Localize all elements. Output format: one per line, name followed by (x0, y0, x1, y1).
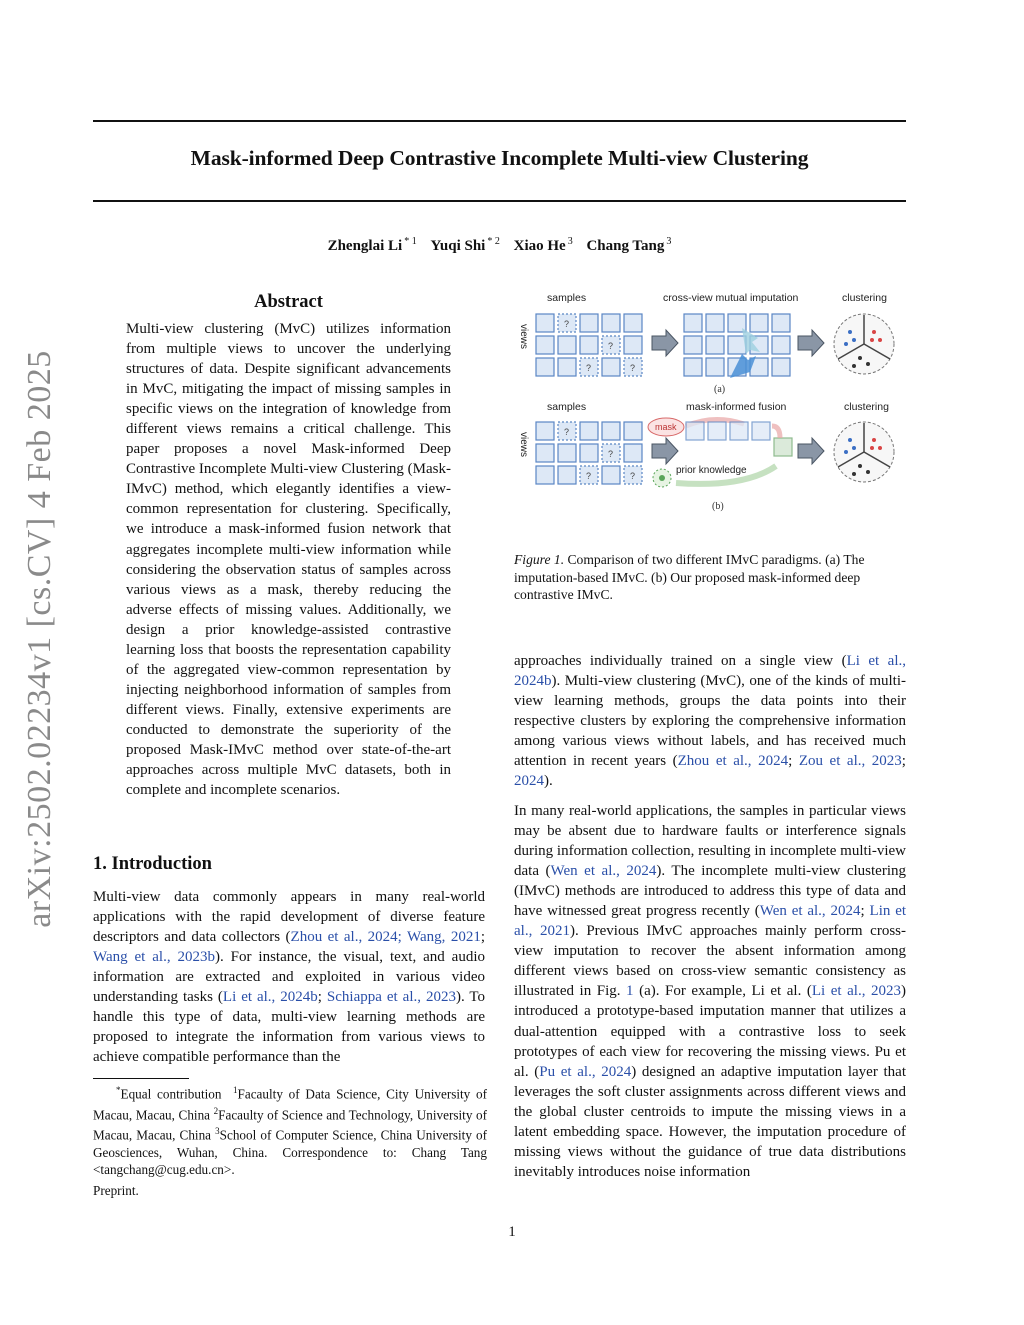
citation-link[interactable]: Zhou et al., 2024; Wang, 2021 (290, 929, 481, 946)
missing-mark: ? (586, 363, 592, 373)
missing-mark: ? (586, 471, 592, 481)
figure-imvc-paradigms (514, 288, 906, 520)
arrow-right-icon (652, 330, 678, 356)
prior-knowledge-label: prior knowledge (676, 465, 747, 476)
views-label: views (518, 324, 529, 350)
section-heading-introduction: 1. Introduction (93, 854, 212, 874)
body-paragraph: approaches individually trained on a single view (Li et al., 2024b). Multi-view clustering (MvC), one of the kinds of multi-view learning methods, groups the data points into their respective clusters by exploring the comprehensive information among various views without labels, and has received much attention in recent years (Zhou et al., 2024; Zou et al., 2023; 2024). (514, 653, 906, 790)
missing-mark: ? (564, 319, 570, 329)
figure-ref-link[interactable]: 1 (626, 983, 634, 1000)
panel-b (518, 401, 894, 512)
arrow-right-icon (798, 438, 824, 464)
body-paragraph: In many real-world applications, the samples in particular views may be absent due to hardware faults or interference signals during information collection, resulting in incomplete multi-view data (Wen et al., 2024). The incomplete multi-view clustering (IMvC) methods are introduced to address this type of data and have witnessed great progress recently (Wen et al., 2024; Lin et al., 2021). Previous IMvC approaches mainly perform cross-view imputation to recover the absent information among different views based on cross-view semantic consistency as illustrated in Fig. 1 (a). For example, Li et al. (Li et al., 2023) introduced a prototype-based imputation manner that utilizes a dual-attention equipped with a contrastive loss to seek prototypes of each view for recovering the missing views. Pu et al. (Pu et al., 2024) designed an adaptive imputation layer that leverages the soft cluster assignments across different views and the global cluster centroids to impute the missing views in a latent embedding space. However, the imputation procedure of missing views without the guidance of true data distributions inevitably introduces noise information (514, 803, 907, 1180)
author: Zhenglai Li $^{* 1}$ (327, 236, 417, 254)
figure-label: Figure 1. (514, 552, 565, 567)
fusion-label: mask-informed fusion (686, 401, 787, 413)
title-rule-top (93, 120, 906, 122)
mask-cloud (648, 418, 684, 436)
paper-title: Mask-informed Deep Contrastive Incomplete Multi-view Clustering (190, 146, 809, 170)
panel-a (518, 292, 894, 395)
citation-link[interactable]: Zou et al., 2023 (798, 753, 902, 770)
citation-link[interactable]: Lin et al., 2021 (514, 903, 907, 940)
missing-mark: ? (564, 427, 570, 437)
figure-caption: Figure 1. Comparison of two different IMvC paradigms. (a) The imputation-based IMvC. (b) Our proposed mask-informed deep contrastive IMvC. (514, 552, 865, 603)
imputation-label: cross-view mutual imputation (663, 292, 799, 304)
author: Xiao He $^3$ (513, 236, 573, 254)
missing-mark: ? (630, 471, 636, 481)
clustering-label: clustering (844, 401, 889, 413)
arxiv-stamp: arXiv:2502.02234v1 [cs.CV] 4 Feb 2025 (21, 350, 58, 928)
author: Yuqi Shi $^{* 2}$ (430, 236, 500, 254)
citation-link[interactable]: 2024 (514, 773, 544, 790)
abstract-heading: Abstract (254, 292, 323, 312)
missing-mark: ? (630, 363, 636, 373)
arrow-right-icon (652, 438, 678, 464)
citation-link[interactable]: Li et al., 2024b (222, 989, 318, 1006)
citation-link[interactable]: Li et al., 2024b (514, 653, 906, 690)
citation-link[interactable]: Pu et al., 2024 (539, 1063, 632, 1080)
missing-mark: ? (608, 449, 614, 459)
citation-link[interactable]: Wen et al., 2024 (759, 903, 861, 920)
preprint-note: Preprint. (93, 1183, 139, 1198)
footnote: *Equal contribution $^1$Facaulty of Data Science, City University of Macau, Macau, China $^2$Facaulty of Science and Technology, University of Macau, Macau, China $^3$School of Computer Science, China University of Geosciences, Wuhan, China. Correspondence to: Chang Tang <tangchang@cug.edu.cn>. (93, 1085, 488, 1177)
citation-link[interactable]: Zhou et al., 2024 (677, 753, 789, 770)
citation-link[interactable]: Wang et al., 2023b (93, 949, 216, 966)
page-number: 1 (508, 1224, 516, 1240)
citation-link[interactable]: Li et al., 2023 (811, 983, 901, 1000)
abstract-text: Multi-view clustering (MvC) utilizes information from multiple views to uncover the underlying structures of data. Despite significant advancements in MvC, mitigating the impact of missing samples in specific views on the integration of knowledge from different views remains a critical challenge. This paper proposes a novel Mask-informed Deep Contrastive Incomplete Multi-view Clustering (Mask-IMvC) method, which elegantly identifies a view-common representation for clustering. Specifically, we introduce a mask-informed fusion network that aggregates incomplete multi-view information while considering the observation status of samples across various views as a mask, thereby reducing the adverse effects of missing values. Additionally, we design a prior knowledge-assisted contrastive learning loss that boosts the representation capability of the aggregated view-common representation by injecting neighborhood information of samples from different views. Finally, extensive experiments are conducted to demonstrate the superiority of the proposed Mask-IMvC method over state-of-the-art approaches across multiple MvC datasets, both in complete and incomplete scenarios. (126, 321, 451, 799)
panel-a-label: (a) (714, 384, 726, 395)
panel-b-label: (b) (712, 501, 724, 512)
clustering-label: clustering (842, 292, 887, 304)
footnote-rule (93, 1078, 189, 1079)
author-list (93, 236, 906, 255)
views-label: views (518, 432, 529, 458)
author: Chang Tang $^3$ (586, 236, 672, 254)
samples-label: samples (547, 401, 587, 413)
prior-knowledge-icon (653, 469, 671, 487)
samples-label: samples (547, 292, 587, 304)
svg-text:mask: mask (655, 422, 677, 432)
citation-link[interactable]: Wen et al., 2024 (550, 863, 657, 880)
citation-link[interactable]: Schiappa et al., 2023 (326, 989, 456, 1006)
title-rule-bottom (93, 200, 906, 202)
intro-paragraph: Multi-view data commonly appears in many real-world applications with the rapid development of diverse feature descriptors and data collectors (Zhou et al., 2024; Wang, 2021; Wang et al., 2023b). For instance, the visual, text, and audio information are extracted and exploited in various video understanding tasks (Li et al., 2024b; Schiappa et al., 2023). To handle this type of data, multi-view learning methods are proposed to integrate the information from various views to achieve compatible performance than the (93, 889, 486, 1066)
missing-mark: ? (608, 341, 614, 351)
arrow-right-icon (798, 330, 824, 356)
